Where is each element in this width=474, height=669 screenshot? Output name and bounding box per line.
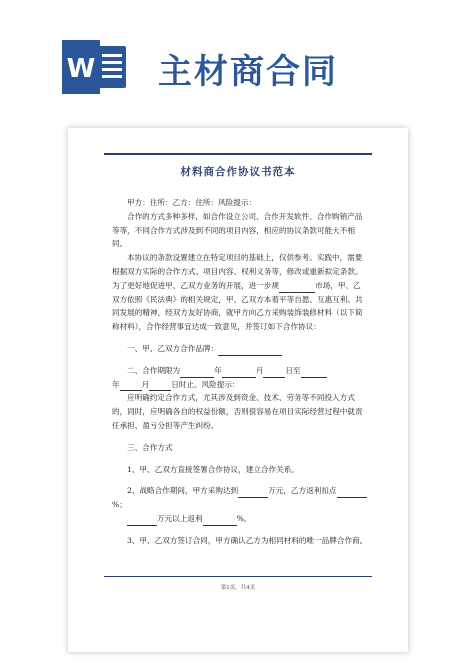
term-year-label: 年 — [214, 365, 222, 375]
paragraph-parties: 甲方：住所：乙方：住所：风险提示： — [127, 198, 257, 207]
header-rule — [104, 153, 372, 155]
banner-title: 主材商合同 — [158, 52, 338, 92]
footer-rule — [104, 576, 372, 577]
paragraph-purpose — [112, 279, 368, 334]
term-month-blank — [222, 368, 256, 378]
word-logo-icon — [62, 40, 130, 94]
item-2-part-e: %。 — [236, 513, 252, 523]
rebate-threshold-blank — [127, 516, 157, 526]
logo-letter: W — [66, 54, 96, 84]
document-body — [112, 196, 368, 548]
term-day-blank — [263, 368, 285, 378]
paragraph-cooperation-modes: 合作的方式多种多样，如合作设立公司、合作开发软件、合作购销产品等等，不同合作方式涉及到不同的项目内容，相应的协议条款可能大不相同。 — [112, 211, 363, 249]
section-brand-label: 一、甲、乙双方合作品牌： — [127, 343, 219, 353]
term-end-month-label: 月 — [141, 379, 150, 389]
purpose-part-b: 市场，甲、乙双方依照《民法典》的相关规定，甲、乙双方本着平等自愿、互惠互利、共同发展的精神，经双方友好协商，就甲方向乙方采购装饰装修材料（以下简称材料），合作经营事宜达成一致意见，并签订如下合作协议： — [112, 280, 363, 332]
banner — [0, 0, 474, 120]
brand-blank — [218, 346, 282, 356]
term-end-year-label: 年 — [112, 379, 120, 389]
page-number: 第1页，共4页 — [220, 585, 256, 591]
market-blank — [279, 283, 315, 293]
term-to-label: 日至 — [285, 365, 301, 375]
term-start-blank — [180, 368, 214, 378]
section-brand — [112, 342, 368, 356]
item-2 — [112, 484, 368, 525]
section-term — [112, 364, 368, 392]
document-page — [68, 128, 408, 652]
item-1: 1、甲、乙双方直接签署合作协议，建立合作关系。 — [127, 464, 299, 474]
rebate-rate-blank — [337, 488, 367, 498]
item-2-part-a: 2、战略合作期间，甲方采购达到 — [127, 486, 239, 496]
section-cooperation-method: 三、合作方式 — [127, 442, 173, 452]
rebate-percent-blank — [203, 516, 237, 526]
purchase-amount-blank — [238, 488, 268, 498]
item-2-part-c: %； — [112, 500, 127, 510]
term-end-label: 日时止。风险提示： — [171, 379, 240, 389]
purpose-part-a: 为了更好地促进甲、乙双方业务的开展，进一步规 — [112, 280, 280, 290]
term-month-label: 月 — [255, 365, 264, 375]
paragraph-risk-note: 应明确约定合作方式，尤其涉及到资金、技术、劳务等不同投入方式的，同时，应明确各自的权益份额，否则很容易在项目实际经营过程中就责任承担、盈亏分担等产生纠纷。 — [112, 393, 363, 430]
item-2-part-b: 万元，乙方返利扣点 — [268, 486, 337, 496]
term-end-month-blank — [120, 381, 142, 391]
document-title: 材料商合作协议书范本 — [180, 166, 296, 178]
term-end-day-blank — [149, 381, 171, 391]
item-2-part-d: 万元以上返利 — [157, 513, 203, 523]
term-end-year-blank — [301, 368, 327, 378]
paragraph-clause-note: 本协议的条款设置建立在特定项目的基础上，仅供参考。实践中，需要根据双方实际的合作方式、项目内容、权利义务等，修改或重新拟定条款。 — [112, 253, 363, 276]
term-label: 二、合作期限为 — [127, 365, 181, 375]
item-3: 3、甲、乙双方签订合同，甲方确认乙方为相同材料的唯一品牌合作商。 — [127, 535, 368, 545]
